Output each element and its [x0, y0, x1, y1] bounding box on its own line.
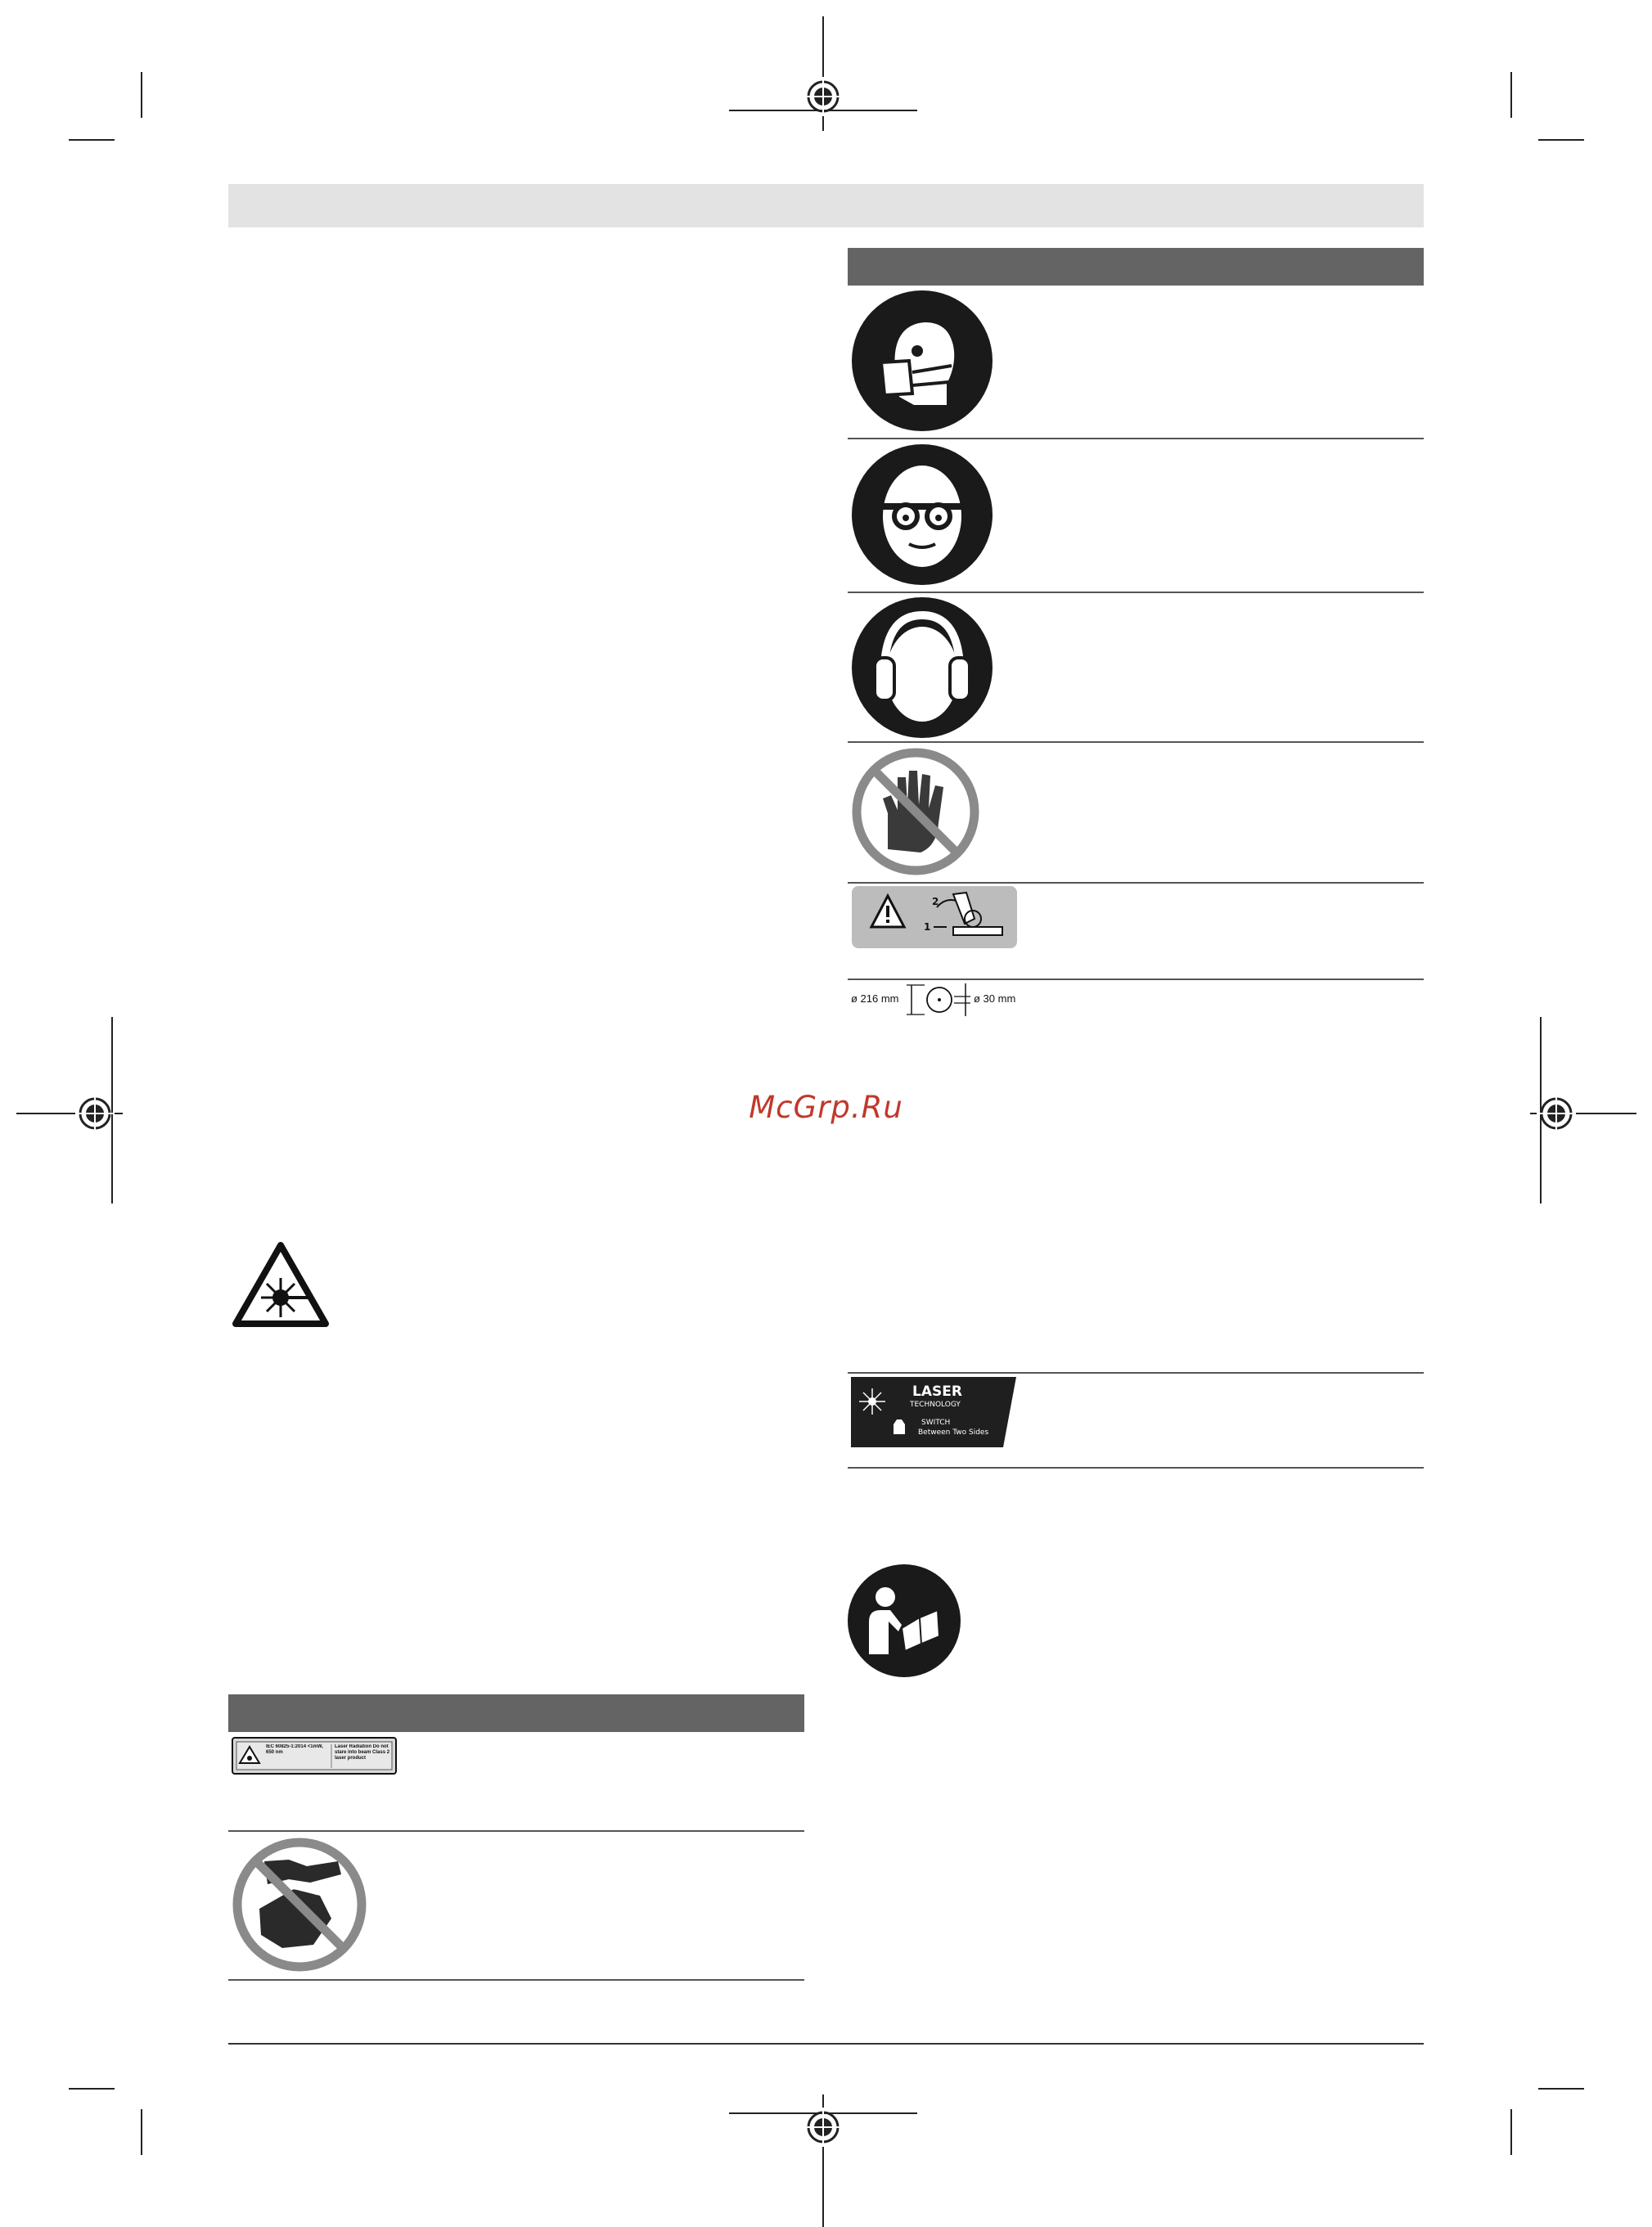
no-hand-in-beam-icon	[232, 1837, 367, 1973]
read-manual-icon	[848, 1564, 961, 1677]
row-divider	[848, 438, 1424, 439]
page-header-band	[228, 184, 1424, 227]
row-divider	[228, 1979, 804, 1981]
laser-badge-switch-sub: Between Two Sides	[918, 1428, 989, 1437]
row-divider	[848, 592, 1424, 593]
bore-diameter-label: ø 30 mm	[974, 992, 1016, 1005]
blade-step-2: 2	[932, 896, 939, 907]
registration-mark-bottom	[729, 2094, 925, 2227]
laser-label-sticker	[232, 1737, 397, 1775]
blade-warning-label-icon	[852, 886, 1017, 948]
row-divider	[848, 741, 1424, 743]
laser-label-right-text: Laser Radiation Do not stare into beam Class 2 laser product	[335, 1744, 390, 1761]
laser-badge-switch: SWITCH	[921, 1419, 951, 1427]
row-divider	[228, 1830, 804, 1832]
laser-badge-subtitle: TECHNOLOGY	[910, 1401, 961, 1409]
blade-step-1: 1	[924, 921, 931, 933]
symbols-table-header	[848, 248, 1424, 286]
registration-mark-top	[729, 16, 925, 131]
row-divider	[848, 979, 1424, 980]
row-divider	[848, 882, 1424, 884]
laser-label-left-text: IEC 60825-1:2014 <1mW, 650 nm	[266, 1744, 323, 1755]
laser-technology-badge	[851, 1377, 1016, 1447]
safety-goggles-icon	[852, 444, 993, 585]
dust-mask-icon	[852, 290, 993, 431]
row-divider	[848, 1372, 1424, 1374]
laser-table-header	[228, 1694, 804, 1732]
blade-dimension-icon	[900, 982, 982, 1018]
ear-protection-icon	[852, 597, 993, 738]
watermark: McGrp.Ru	[749, 1090, 903, 1125]
no-hands-icon	[852, 748, 979, 875]
laser-badge-title: LASER	[912, 1383, 962, 1400]
footer-rule	[228, 2043, 1424, 2045]
outer-diameter-label: ø 216 mm	[851, 992, 899, 1005]
laser-warning-icon	[231, 1240, 331, 1329]
row-divider	[848, 1467, 1424, 1469]
